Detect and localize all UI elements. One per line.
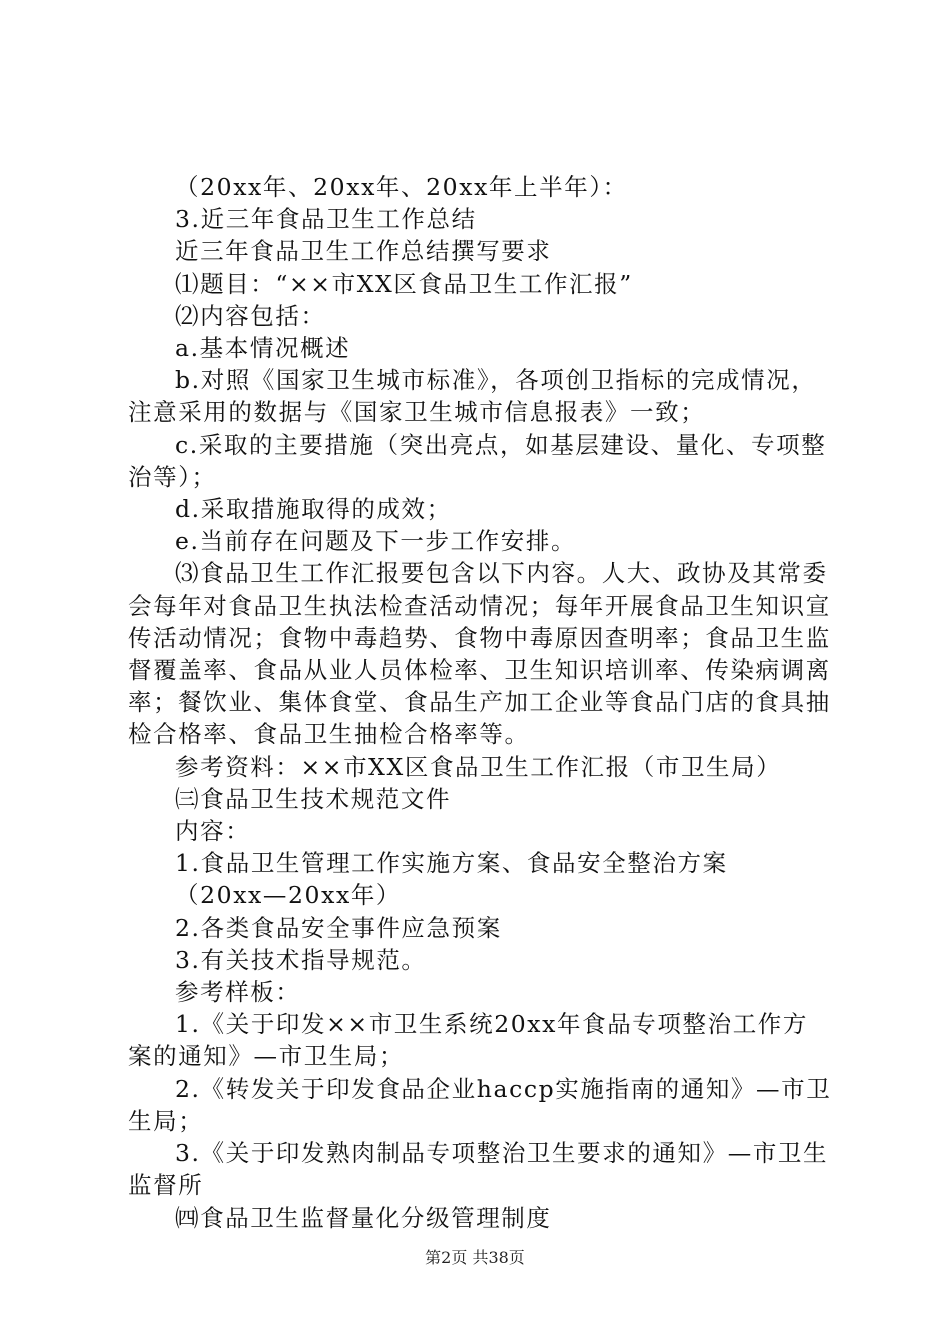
paragraph-item-c: c.采取的主要措施（突出亮点，如基层建设、量化、专项整治等）； (128, 430, 827, 491)
paragraph-content-item-1: 1.食品卫生管理工作实施方案、食品安全整治方案 (175, 849, 728, 878)
paragraph-item-e: e.当前存在问题及下一步工作安排。 (175, 527, 577, 556)
paragraph-sample-3: 3.《关于印发熟肉制品专项整治卫生要求的通知》—市卫生监督所 (128, 1139, 829, 1200)
paragraph-content-item-2: 2.各类食品安全事件应急预案 (175, 913, 502, 942)
paragraph-content-item-1-years: （20xx—20xx年） (175, 881, 402, 910)
paragraph-year-range: （20xx年、20xx年、20xx年上半年）： (175, 173, 628, 201)
paragraph-item-1-title: ⑴题目：“××市XX区食品卫生工作汇报” (175, 269, 633, 298)
paragraph-writing-requirements: 近三年食品卫生工作总结撰写要求 (175, 237, 552, 266)
paragraph-item-2-content: ⑵内容包括： (175, 301, 326, 330)
paragraph-item-a: a.基本情况概述 (175, 334, 351, 363)
paragraph-reference-material: 参考资料：××市XX区食品卫生工作汇报（市卫生局） (175, 752, 782, 781)
paragraph-content-label: 内容： (175, 817, 251, 846)
paragraph-section-3-title: 3.近三年食品卫生工作总结 (175, 205, 477, 234)
paragraph-item-3-report-content: ⑶食品卫生工作汇报要包含以下内容。人大、政协及其常委会每年对食品卫生执法检查活动情况；每年开展食品卫生知识宣传活动情况；食物中毒趋势、食物中毒原因查明率；食品卫生监督覆盖率、食品从业人员体检率、卫生知识培训率、传染病调离率；餐饮业、集体食堂、食品生产加工企业等食品门店的食具抽检合格率、食品卫生抽检合格率等。 (128, 559, 831, 749)
paragraph-section-4-title: ㈣食品卫生监督量化分级管理制度 (175, 1203, 552, 1232)
paragraph-section-3-tech-docs: ㈢食品卫生技术规范文件 (175, 784, 452, 813)
page-footer: 第2页 共38页 (425, 1248, 525, 1267)
paragraph-sample-2: 2.《转发关于印发食品企业haccp实施指南的通知》—市卫生局； (128, 1074, 832, 1135)
paragraph-reference-samples-label: 参考样板： (175, 978, 301, 1007)
paragraph-item-d: d.采取措施取得的成效； (175, 495, 452, 524)
paragraph-item-b: b.对照《国家卫生城市标准》，各项创卫指标的完成情况，注意采用的数据与《国家卫生城市信息报表》一致； (128, 366, 817, 427)
paragraph-sample-1: 1.《关于印发××市卫生系统20xx年食品专项整治工作方案的通知》—市卫生局； (128, 1010, 809, 1071)
paragraph-content-item-3: 3.有关技术指导规范。 (175, 945, 427, 974)
document-body (128, 171, 833, 1234)
